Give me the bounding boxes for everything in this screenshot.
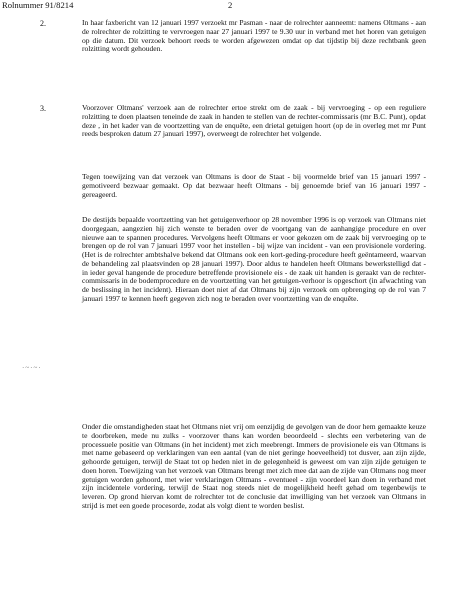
section-number: 3. [40, 104, 46, 113]
page-number: 2 [228, 0, 233, 10]
section-3-paragraph-1: Voorzover Oltmans' verzoek aan de rolrechter ertoe strekt om de zaak - bij vervroeging - op een reguliere rolzitting te doen plaatsen teneinde de zaak in handen te stellen van de rechter-commissaris (mr B.C. Punt), opdat deze , in het kader van de voortzetting van de enquête, een drietal getuigen hoort (op de in overleg met mr Punt reeds besproken datum 27 januari 1997), overweegt de rolrechter het volgende. [82, 103, 426, 139]
scan-artifact-mark: ·~·~· [22, 364, 42, 372]
section-3-paragraph-2: Tegen toewijzing van dat verzoek van Oltmans is door de Staat - bij voormelde brief van 15 januari 1997 - gemotiveerd bezwaar gemaakt. Op dat bezwaar heeft Oltmans - bij genoemde brief van 16 januari 1997 - gereageerd. [82, 172, 426, 199]
section-3-paragraph-3: De destijds bepaalde voortzetting van het getuigenverhoor op 28 november 1996 is op verzoek van Oltmans niet doorgegaan, aangezien hij zich wenste te beraden over de voortgang van de aanhangige procedure en over nieuwe aan te spannen procedures. Vervolgens heeft Oltmans er voor gekozen om de zaak bij vervroeging op te brengen op de rol van 7 januari 1997 voor het instellen - bij wijze van incident - van een provisionele vordering. (Het is de rolrechter ambtshalve bekend dat Oltmans ook een kort-geding-procedure heeft geëntameerd, waarvan de behandeling zal plaatsvinden op 28 januari 1997). Door aldus te handelen heeft Oltmans bewerkstelligd dat - in ieder geval hangende de procedure betreffende provisionele eis - de zaak uit handen is geraakt van de rechter-commissaris in de bodemprocedure en de voortzetting van het getuigen-verhoor is opgeschort (in afwachting van de beslissing in het incident). Hieraan doet niet af dat Oltmans bij zijn verzoek om opbrenging op de rol van 7 januari 1997 te kennen heeft gegeven zich nog te beraden over voortzetting van de enquête. [82, 215, 426, 303]
case-number: Rolnummer 91/8214 [2, 0, 74, 10]
section-number: 2. [40, 19, 46, 28]
page-header [2, 0, 448, 12]
section-2-paragraph-1: In haar faxbericht van 12 januari 1997 verzoekt mr Pasman - naar de rolrechter aanneemt: namens Oltmans - aan de rolrechter de rolzitting te vervroegen naar 27 januari 1997 te 9.30 uur in verband met het horen van getuigen op die datum. Dit verzoek behoort reeds te worden afgewezen omdat op dat tijdstip bij deze rechtbank geen rolzitting wordt gehouden. [82, 18, 426, 54]
section-3-paragraph-4: Onder die omstandigheden staat het Oltmans niet vrij om eenzijdig de gevolgen van de door hem gemaakte keuze te doorbreken, mede nu zulks - voorzover thans kan worden beoordeeld - slechts een verbetering van de processuele positie van Oltmans (in het incident) met zich meebrengt. Immers de provisionele eis van Oltmans is met name gebaseerd op verklaringen van een aantal (van de niet geringe hoeveelheid) tot dusver, aan zijn zijde, gehoorde getuigen, terwijl de Staat tot op heden niet in de gelegenheid is geweest om van zijn zijde getuigen te doen horen. Toewijzing van het verzoek van Oltmans brengt met zich mee dat aan de zijde van Oltmans nog meer getuigen worden gehoord, met wier verklaringen Oltmans - eventueel - zijn voordeel kan doen in verband met zijn incidentele vordering, terwijl de Staat nog steeds niet de mogelijkheid heeft gehad om tegenbewijs te leveren. Op grond hiervan komt de rolrechter tot de conclusie dat inwilliging van het verzoek van Oltmans in strijd is met een goede procesorde, zodat als volgt dient te worden beslist. [82, 422, 426, 510]
